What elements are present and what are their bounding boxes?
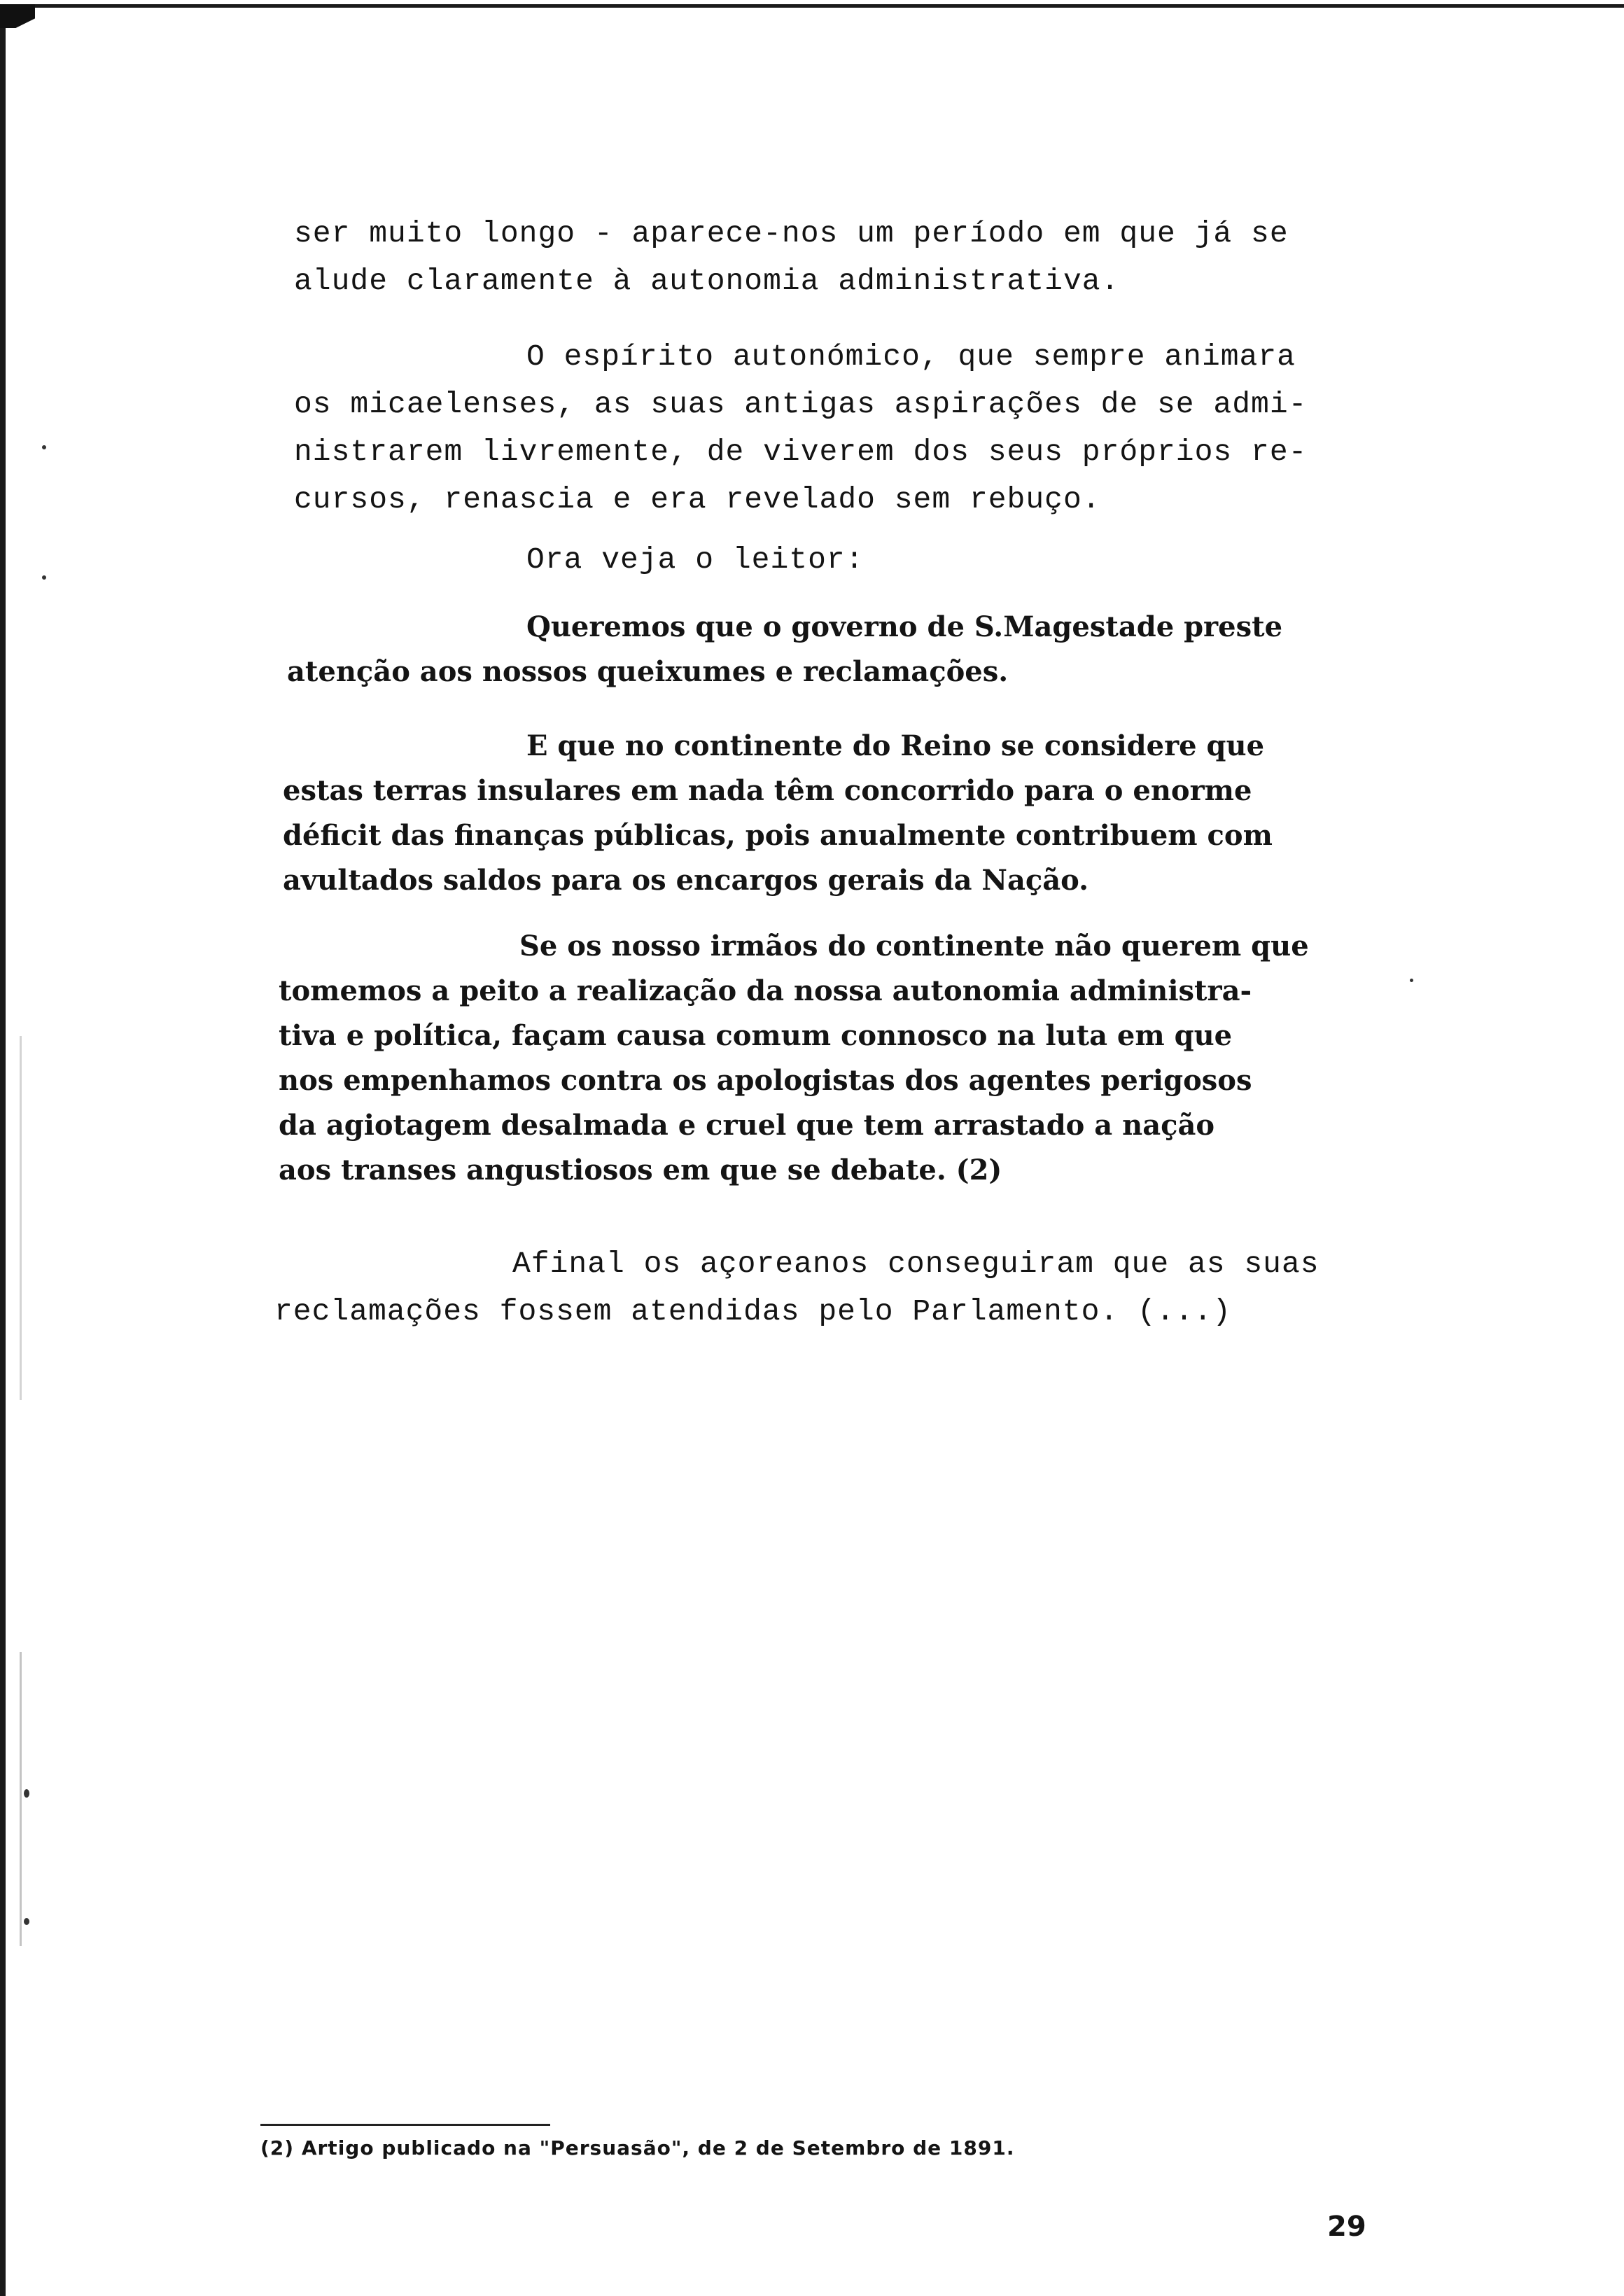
- text-line: avultados saldos para os encargos gerais da Nação.: [283, 864, 1089, 897]
- quote-paragraph-3: [279, 924, 1309, 1193]
- text-line: E que no continente do Reino se considere que: [526, 729, 1265, 762]
- text-line: O espírito autonómico, que sempre animara: [526, 340, 1296, 374]
- text-line: tiva e política, façam causa comum connosco na luta em que: [279, 1019, 1233, 1052]
- scan-speck: [24, 1918, 29, 1925]
- text-line: estas terras insulares em nada têm concorrido para o enorme: [283, 774, 1252, 807]
- text-line: déficit das finanças públicas, pois anualmente contribuem com: [283, 819, 1273, 852]
- scan-speck: [1410, 979, 1413, 982]
- text-line: Se os nosso irmãos do continente não querem que: [519, 930, 1309, 962]
- text-line: da agiotagem desalmada e cruel que tem arrastado a nação: [279, 1109, 1215, 1142]
- text-line: os micaelenses, as suas antigas aspirações de se admi-: [294, 387, 1308, 421]
- scan-edge-top: [0, 4, 1624, 8]
- scan-streak: [20, 1652, 22, 1946]
- paragraph-reader-prompt: [526, 536, 864, 584]
- text-line: atenção aos nossos queixumes e reclamações.: [287, 655, 1009, 688]
- text-line: ser muito longo - aparece-nos um período em que já se: [294, 216, 1289, 251]
- text-line: alude claramente à autonomia administrativa.: [294, 264, 1120, 298]
- text-line: nistrarem livremente, de viverem dos seus próprios re-: [294, 435, 1308, 469]
- footnote-divider: [260, 2124, 550, 2126]
- page-number: 29: [1327, 2211, 1366, 2243]
- scan-speck: [24, 1789, 29, 1798]
- paragraph-closing: [274, 1240, 1320, 1336]
- scan-streak: [20, 1036, 22, 1400]
- text-line: reclamações fossem atendidas pelo Parlamento. (...): [274, 1294, 1232, 1329]
- text-line: nos empenhamos contra os apologistas dos agentes perigosos: [279, 1064, 1252, 1097]
- scan-corner-mark: [0, 4, 35, 28]
- quote-paragraph-2: [283, 724, 1273, 903]
- text-line: Queremos que o governo de S.Magestade preste: [526, 610, 1283, 643]
- scan-speck: [42, 445, 46, 449]
- scan-speck: [42, 575, 46, 580]
- text-line: cursos, renascia e era revelado sem rebuço.: [294, 482, 1101, 517]
- quote-paragraph-1: [287, 605, 1282, 694]
- text-line: aos transes angustiosos em que se debate. (2): [279, 1154, 1002, 1186]
- text-line: tomemos a peito a realização da nossa autonomia administra-: [279, 974, 1252, 1007]
- text-line: Ora veja o leitor:: [526, 542, 864, 577]
- paragraph-autonomic-spirit: [294, 333, 1307, 524]
- text-line: Afinal os açoreanos conseguiram que as suas: [512, 1247, 1320, 1281]
- paragraph-intro: [294, 210, 1289, 305]
- scan-edge-left: [0, 4, 6, 2296]
- footnote: (2) Artigo publicado na "Persuasão", de 2 de Setembro de 1891.: [260, 2136, 1015, 2160]
